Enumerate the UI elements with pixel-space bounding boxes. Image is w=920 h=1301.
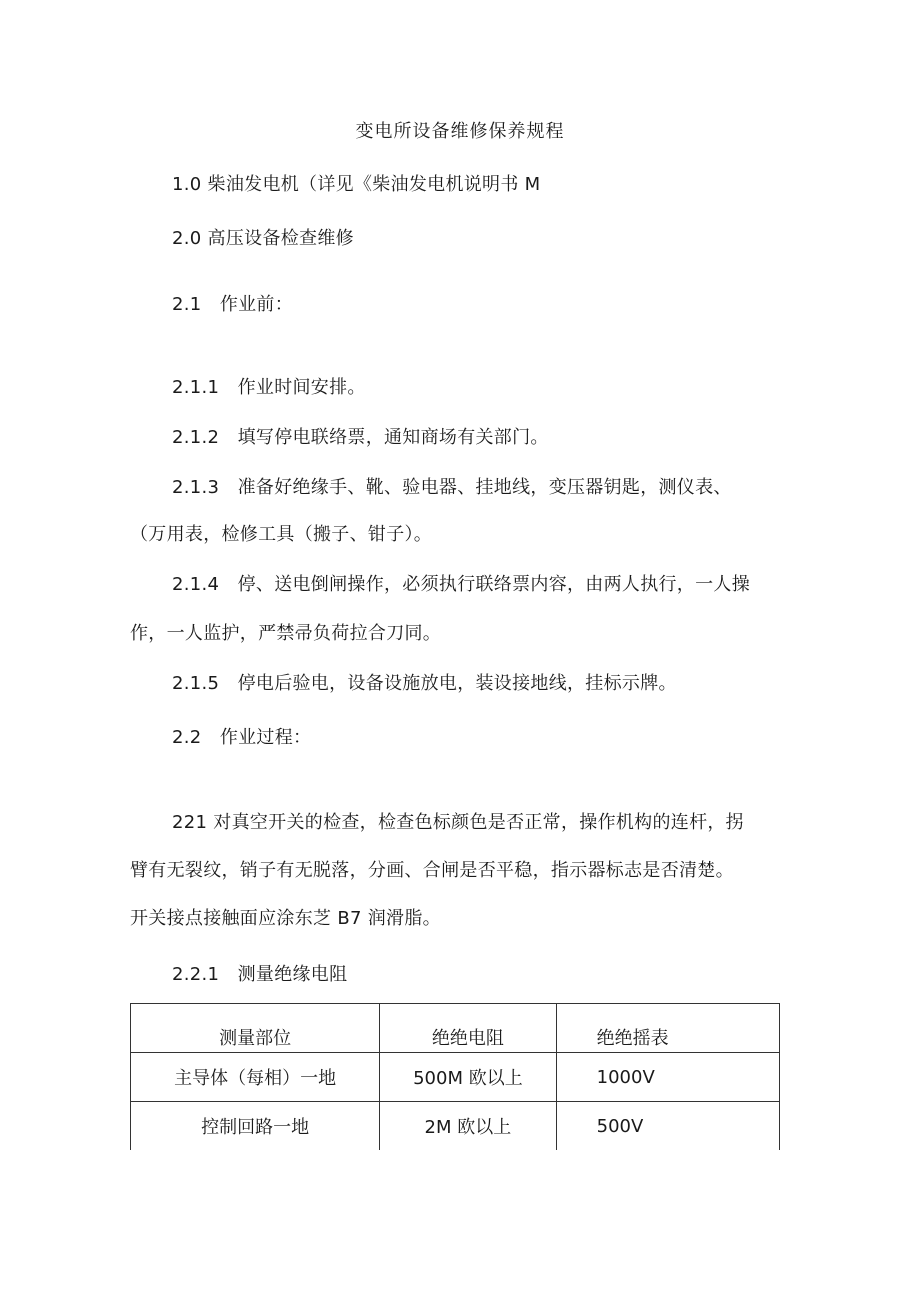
table-header-cell: 绝绝摇表 (556, 1004, 779, 1053)
table-header-cell: 测量部位 (131, 1004, 380, 1053)
table-cell: 2M 欧以上 (380, 1102, 556, 1151)
paragraph-2-2-1b: 2.2.1 测量绝缘电阻 (172, 964, 348, 985)
paragraph-2-1-5: 2.1.5 停电后验电，设备设施放电，装设接地线，挂标示牌。 (172, 673, 677, 694)
table-header-row (131, 1004, 780, 1053)
document-title: 变电所设备维修保养规程 (355, 121, 565, 142)
paragraph-2-2-1a-cont2: 开关接点接触面应涂东芝 B7 润滑脂。 (130, 908, 441, 929)
paragraph-2-0: 2.0 高压设备检查维修 (172, 228, 354, 249)
paragraph-2-1-3-cont: （万用表，检修工具（搬子、钳子）。 (130, 524, 433, 545)
table-cell: 1000V (556, 1053, 779, 1102)
paragraph-2-1-4: 2.1.4 停、送电倒闸操作，必须执行联络票内容，由两人执行，一人操 (172, 574, 750, 595)
table-cell: 500V (556, 1102, 779, 1151)
table-header-cell: 绝绝电阻 (380, 1004, 556, 1053)
table-cell: 主导体（每相）一地 (131, 1053, 380, 1102)
paragraph-2-1: 2.1 作业前： (172, 294, 294, 315)
paragraph-2-1-1: 2.1.1 作业时间安排。 (172, 377, 366, 398)
paragraph-2-2-1a-cont1: 臂有无裂纹，销子有无脱落，分画、合闸是否平稳，指示器标志是否清楚。 (130, 860, 734, 881)
table-row (131, 1102, 780, 1151)
paragraph-2-1-4-cont: 作，一人监护，严禁帚负荷拉合刀同。 (130, 623, 442, 644)
paragraph-2-1-2: 2.1.2 填写停电联络票，通知商场有关部门。 (172, 427, 549, 448)
table-row (131, 1053, 780, 1102)
paragraph-2-2-1a: 221 对真空开关的检查，检查色标颜色是否正常，操作机构的连杆，拐 (172, 812, 744, 833)
paragraph-2-1-3: 2.1.3 准备好绝缘手、靴、验电器、挂地线，变压器钥匙，测仪表、 (172, 477, 732, 498)
table-cell: 控制回路一地 (131, 1102, 380, 1151)
paragraph-2-2: 2.2 作业过程： (172, 727, 312, 748)
insulation-resistance-table (130, 1003, 780, 1150)
table-cell: 500M 欧以上 (380, 1053, 556, 1102)
paragraph-1-0: 1.0 柴油发电机（详见《柴油发电机说明书 M (172, 174, 541, 195)
